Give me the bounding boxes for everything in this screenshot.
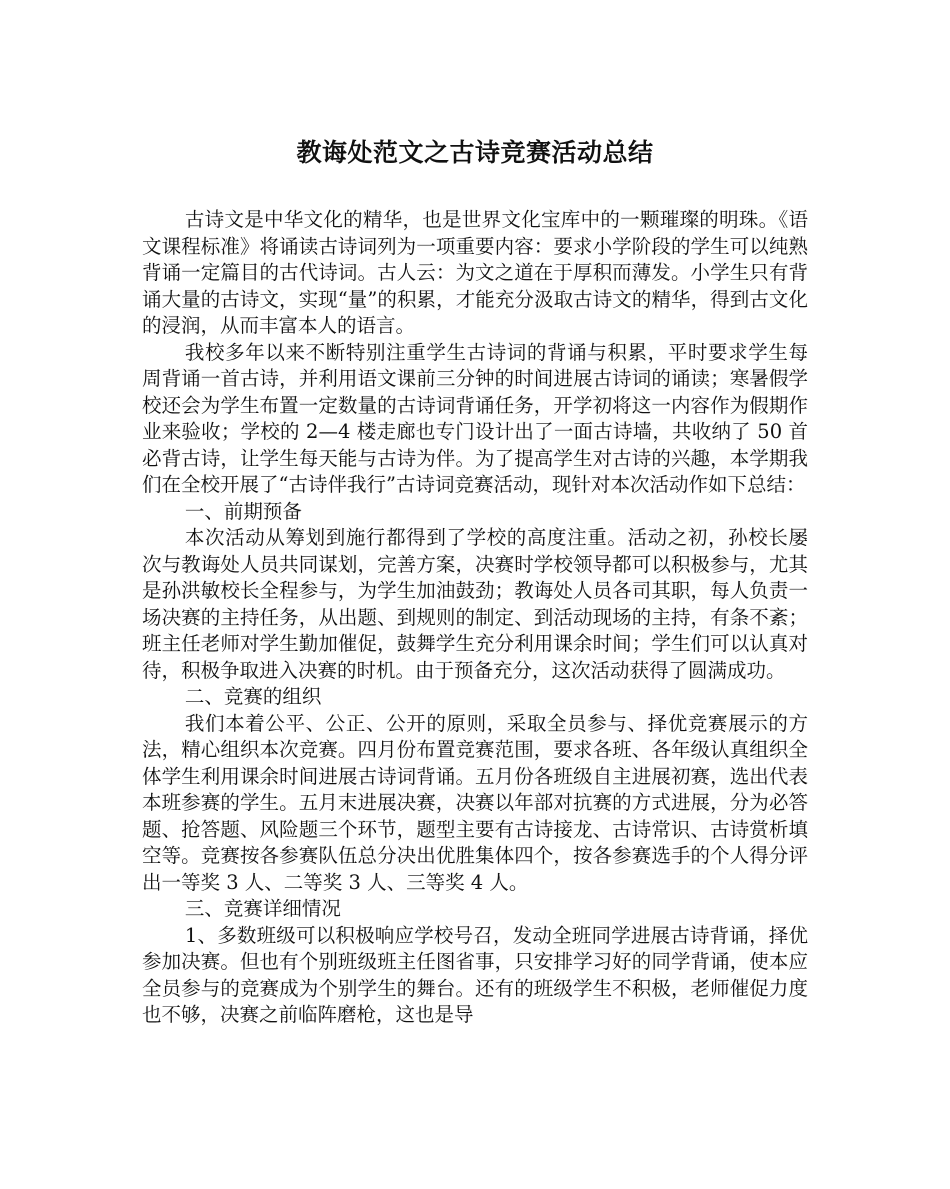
document-title: 教诲处范文之古诗竞赛活动总结 (296, 138, 654, 167)
paragraph-details: 1、多数班级可以积极响应学校号召，发动全班同学进展古诗背诵，择优参加决赛。但也有个别班级班主任图省事，只安排学习好的同学背诵，使本应全员参与的竞赛成为个别学生的舞台。还有的班级学生不积极，老师催促力度也不够，决赛之前临阵磨枪，这也是导 (142, 923, 808, 1026)
paragraph-background: 我校多年以来不断特别注重学生古诗词的背诵与积累，平时要求学生每周背诵一首古诗，并利用语文课前三分钟的时间进展古诗词的诵读；寒暑假学校还会为学生布置一定数量的古诗词背诵任务，开学初将这一内容作为假期作业来验收；学校的 2—4 楼走廊也专门设计出了一面古诗墙，共收纳了 50 首必背古诗，让学生每天能与古诗为伴。为了提高学生对古诗的兴趣，本学期我们在全校开展了“古诗伴我行”古诗词竞赛活动，现针对本次活动作如下总结： (142, 340, 808, 496)
section-heading-preparation: 一、前期预备 (184, 499, 302, 523)
section-heading-organization: 二、竞赛的组织 (184, 685, 322, 708)
document-body (142, 207, 808, 1029)
paragraph-intro: 古诗文是中华文化的精华，也是世界文化宝库中的一颗璀璨的明珠。《语文课程标准》将诵读古诗词列为一项重要内容：要求小学阶段的学生可以纯熟背诵一定篇目的古代诗词。古人云：为文之道在于厚积而薄发。小学生只有背诵大量的古诗文，实现“量”的积累，才能充分汲取古诗文的精华，得到古文化的浸润，从而丰富本人的语言。 (142, 208, 808, 337)
section-heading-details: 三、竞赛详细情况 (184, 897, 341, 920)
paragraph-organization: 我们本着公平、公正、公开的原则，采取全员参与、择优竞赛展示的方法，精心组织本次竞赛。四月份布置竞赛范围，要求各班、各年级认真组织全体学生利用课余时间进展古诗词背诵。五月份各班级自主进展初赛，选出代表本班参赛的学生。五月末进展决赛，决赛以年部对抗赛的方式进展，分为必答题、抢答题、风险题三个环节，题型主要有古诗接龙、古诗常识、古诗赏析填空等。竞赛按各参赛队伍总分决出优胜集体四个，按各参赛选手的个人得分评出一等奖 3 人、二等奖 3 人、三等奖 4 人。 (142, 711, 808, 894)
paragraph-preparation: 本次活动从筹划到施行都得到了学校的高度注重。活动之初，孙校长屡次与教诲处人员共同谋划，完善方案，决赛时学校领导都可以积极参与，尤其是孙洪敏校长全程参与，为学生加油鼓劲；教诲处人员各司其职，每人负责一场决赛的主持任务，从出题、到规则的制定、到活动现场的主持，有条不紊；班主任老师对学生勤加催促，鼓舞学生充分利用课余时间；学生们可以认真对待，积极争取进入决赛的时机。由于预备充分，这次活动获得了圆满成功。 (142, 526, 808, 682)
